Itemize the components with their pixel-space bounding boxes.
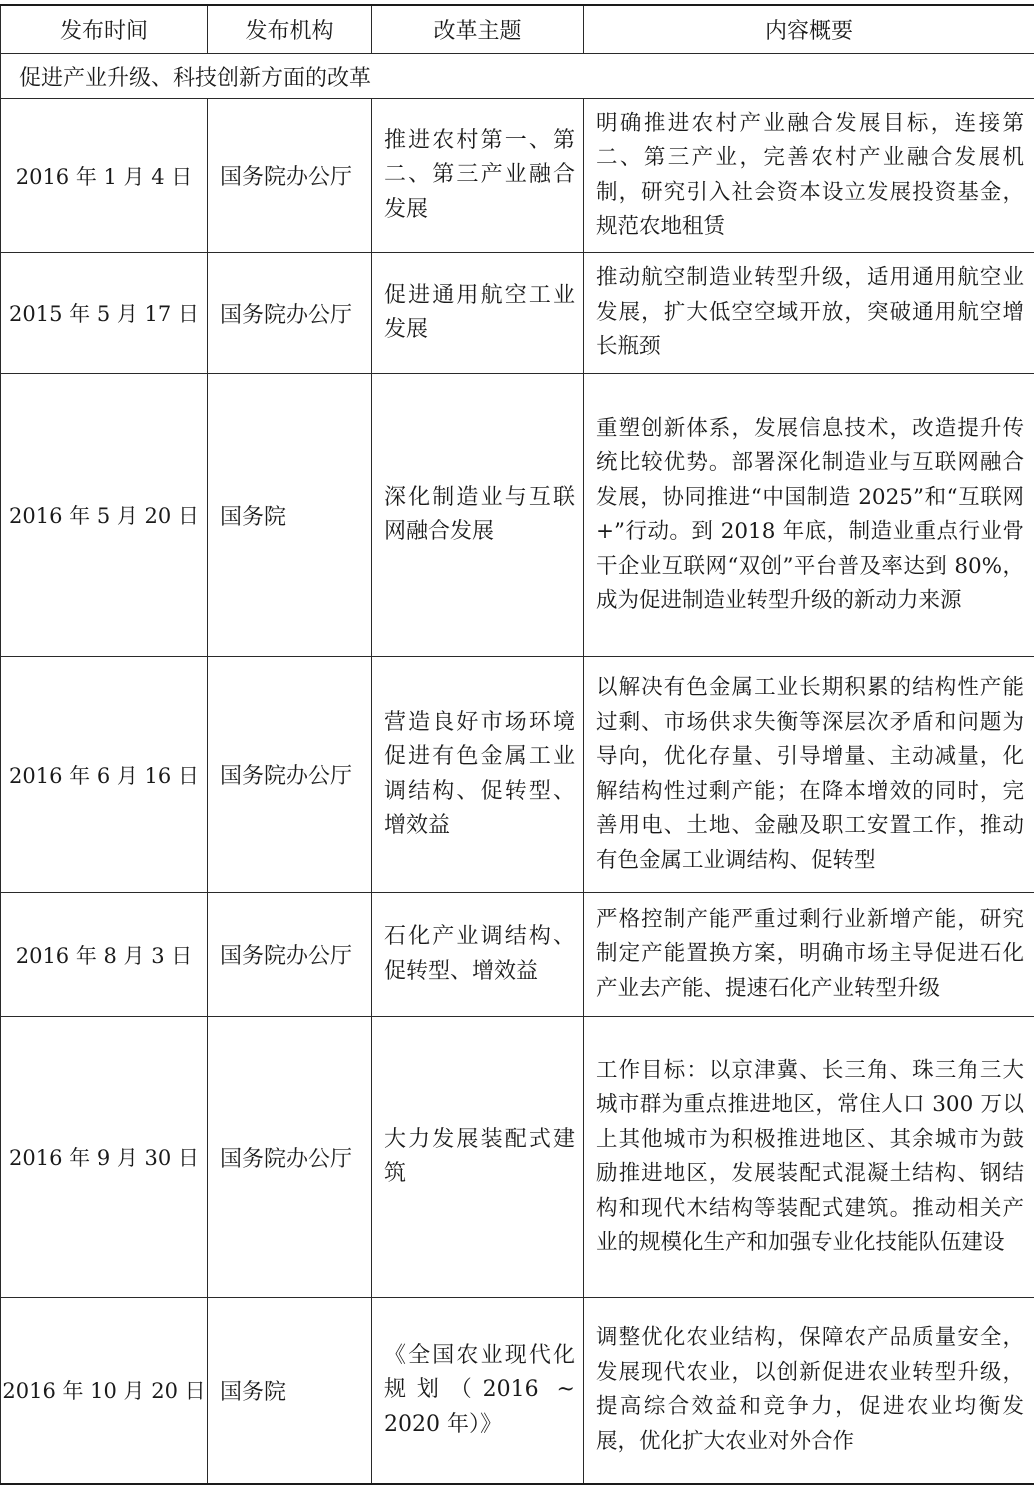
cell-date: 2016 年 10 月 20 日 [1,1298,208,1484]
cell-date: 2016 年 8 月 3 日 [1,893,208,1017]
section-row [1,54,1034,99]
table-row [1,1017,1034,1298]
cell-date: 2016 年 5 月 20 日 [1,374,208,657]
cell-org: 国务院办公厅 [208,253,372,374]
table-row [1,657,1034,893]
header-date: 发布时间 [1,5,208,54]
header-org: 发布机构 [208,5,372,54]
table-row [1,1298,1034,1484]
cell-summary: 明确推进农村产业融合发展目标，连接第二、第三产业，完善农村产业融合发展机制，研究引入社会资本设立发展投资基金，规范农地租赁 [584,99,1034,253]
cell-summary: 以解决有色金属工业长期积累的结构性产能过剩、市场供求失衡等深层次矛盾和问题为导向，优化存量、引导增量、主动减量，化解结构性过剩产能；在降本增效的同时，完善用电、土地、金融及职工安置工作，推动有色金属工业调结构、促转型 [584,657,1034,893]
header-summary: 内容概要 [584,5,1034,54]
table-row [1,253,1034,374]
cell-org: 国务院 [208,1298,372,1484]
cell-summary: 调整优化农业结构，保障农产品质量安全，发展现代农业，以创新促进农业转型升级，提高综合效益和竞争力，促进农业均衡发展，优化扩大农业对外合作 [584,1298,1034,1484]
reform-table [0,4,1034,1485]
cell-topic: 石化产业调结构、促转型、增效益 [372,893,584,1017]
header-topic: 改革主题 [372,5,584,54]
cell-org: 国务院办公厅 [208,893,372,1017]
table-row [1,374,1034,657]
cell-org: 国务院办公厅 [208,99,372,253]
table-row [1,99,1034,253]
cell-org: 国务院办公厅 [208,1017,372,1298]
cell-topic: 《全国农业现代化规划（2016 ~ 2020 年）》 [372,1298,584,1484]
cell-date: 2016 年 1 月 4 日 [1,99,208,253]
cell-topic: 促进通用航空工业发展 [372,253,584,374]
cell-summary: 严格控制产能严重过剩行业新增产能，研究制定产能置换方案，明确市场主导促进石化产业去产能、提速石化产业转型升级 [584,893,1034,1017]
cell-org: 国务院 [208,374,372,657]
section-title: 促进产业升级、科技创新方面的改革 [1,54,1034,99]
cell-date: 2015 年 5 月 17 日 [1,253,208,374]
cell-summary: 重塑创新体系，发展信息技术，改造提升传统比较优势。部署深化制造业与互联网融合发展，协同推进“中国制造 2025”和“互联网 +”行动。到 2018 年底，制造业重点行业骨干企业互联网“双创”平台普及率达到 80%，成为促进制造业转型升级的新动力来源 [584,374,1034,657]
cell-date: 2016 年 6 月 16 日 [1,657,208,893]
cell-topic: 推进农村第一、第二、第三产业融合发展 [372,99,584,253]
table-header-row [1,5,1034,54]
cell-summary: 推动航空制造业转型升级，适用通用航空业发展，扩大低空空域开放，突破通用航空增长瓶颈 [584,253,1034,374]
cell-summary: 工作目标：以京津冀、长三角、珠三角三大城市群为重点推进地区，常住人口 300 万以上其他城市为积极推进地区、其余城市为鼓励推进地区，发展装配式混凝土结构、钢结构和现代木结构等装配式建筑。推动相关产业的规模化生产和加强专业化技能队伍建设 [584,1017,1034,1298]
cell-org: 国务院办公厅 [208,657,372,893]
cell-date: 2016 年 9 月 30 日 [1,1017,208,1298]
cell-topic: 营造良好市场环境促进有色金属工业调结构、促转型、增效益 [372,657,584,893]
table-row [1,893,1034,1017]
cell-topic: 深化制造业与互联网融合发展 [372,374,584,657]
cell-topic: 大力发展装配式建筑 [372,1017,584,1298]
